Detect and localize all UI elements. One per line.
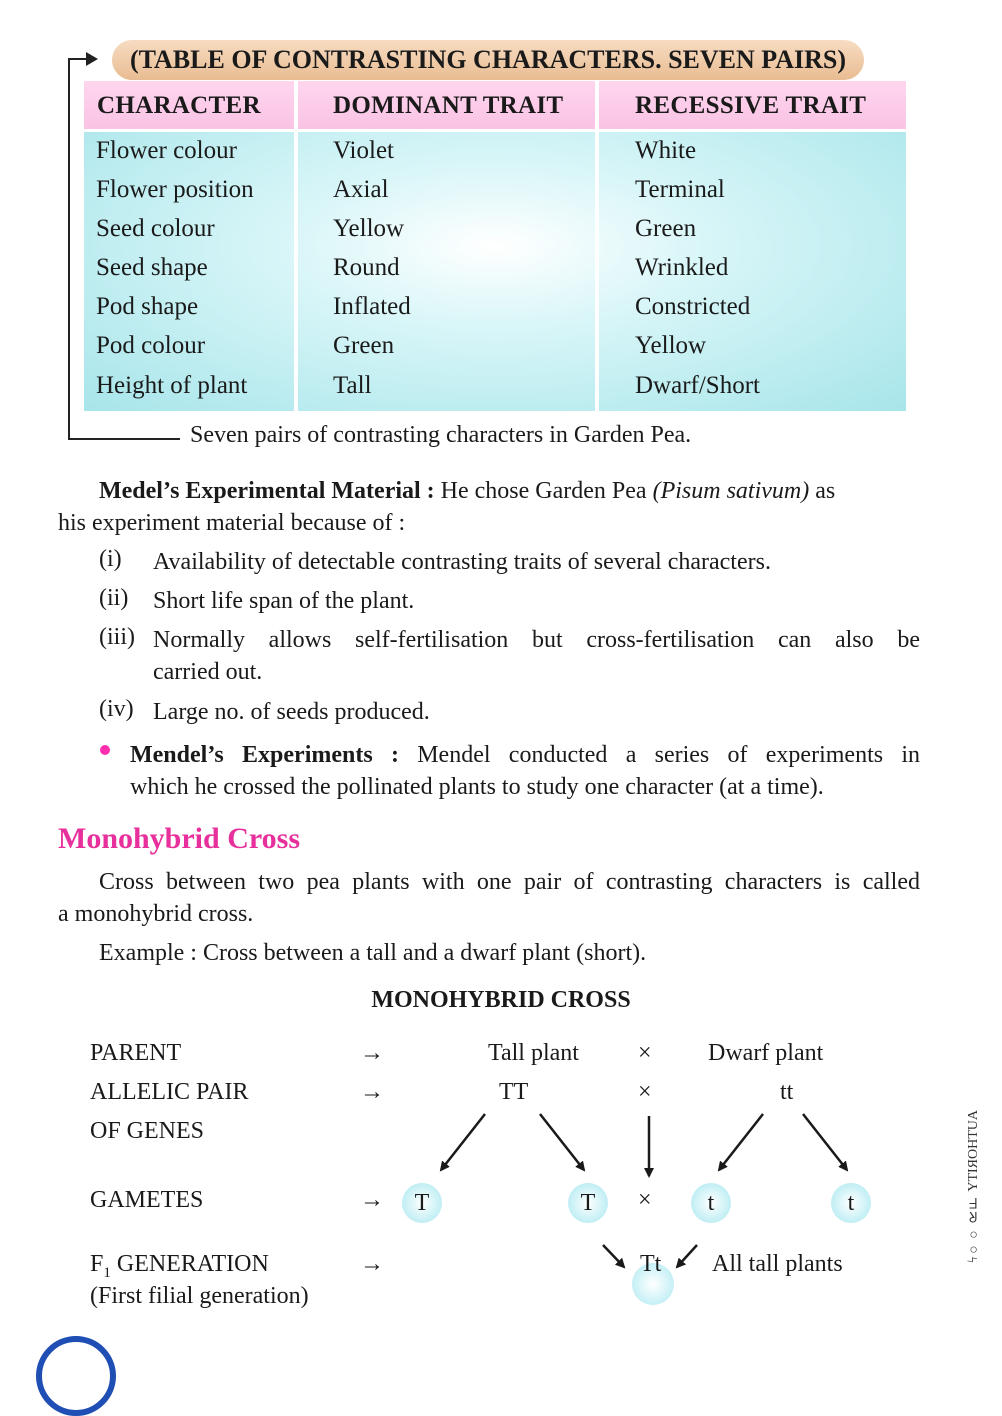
table-cell: Yellow (635, 332, 707, 359)
list-label: (iv) (99, 696, 134, 722)
table-cell: Seed colour (96, 215, 215, 242)
list-item: Normally allows self-fertilisation but cross-fertilisation can also be (153, 627, 920, 653)
example-text: Example : Cross between a tall and a dwarf plant (short). (99, 940, 647, 966)
material-paragraph: Medel’s Experimental Material : He chose Garden Pea (Pisum sativum) as (99, 478, 836, 504)
table-cell: Seed shape (96, 254, 208, 281)
table-cell: Axial (333, 176, 389, 203)
table-cell: Constricted (635, 293, 751, 320)
table-cell: Pod shape (96, 293, 199, 320)
arrow-line (803, 1114, 847, 1170)
experiments-paragraph-line2: which he crossed the pollinated plants to study one character (at a time). (130, 774, 824, 800)
diagram-title: MONOHYBRID CROSS (371, 987, 631, 1013)
parent-dwarf: Dwarf plant (708, 1040, 824, 1066)
table-cell: Terminal (635, 176, 725, 203)
label-first-filial: (First filial generation) (90, 1283, 309, 1309)
label-gametes: GAMETES (90, 1187, 204, 1213)
list-item-continued: carried out. (153, 659, 263, 685)
parent-tall: Tall plant (488, 1040, 579, 1066)
label-of-genes: OF GENES (90, 1118, 205, 1144)
section-title: Monohybrid Cross (58, 822, 300, 855)
table-cell: Pod colour (96, 332, 206, 359)
material-paragraph-line2: his experiment material because of : (58, 510, 406, 536)
material-heading: Medel’s Experimental Material : (99, 478, 435, 504)
label-parent: PARENT (90, 1040, 182, 1066)
species-name: (Pisum sativum) (652, 478, 810, 504)
table-cell: Flower colour (96, 137, 237, 164)
arrow-line (677, 1245, 697, 1267)
cross-symbol: × (638, 1079, 652, 1105)
definition-paragraph-line2: a monohybrid cross. (58, 901, 254, 927)
gamete-circle: t (691, 1183, 731, 1223)
header-recessive: RECESSIVE TRAIT (635, 92, 867, 119)
arrow-line (540, 1114, 584, 1170)
header-dominant: DOMINANT TRAIT (333, 92, 564, 119)
gamete-circle: T (568, 1183, 608, 1223)
list-label: (iii) (99, 624, 135, 650)
arrow-line (441, 1114, 485, 1170)
table-cell: Dwarf/Short (635, 372, 760, 399)
table-cell: Round (333, 254, 400, 281)
label-f1-generation: $F_1$ GENERATION (90, 1251, 269, 1281)
right-arrow-icon: → (360, 1040, 384, 1066)
table-cell: Flower position (96, 176, 254, 203)
gamete-circle: t (831, 1183, 871, 1223)
logo-icon (36, 1336, 116, 1416)
cross-symbol: × (638, 1040, 652, 1066)
f1-result: All tall plants (712, 1251, 843, 1277)
genotype-tall: TT (499, 1079, 529, 1105)
right-arrow-icon: → (360, 1251, 384, 1277)
table-cell: Height of plant (96, 372, 248, 399)
table-cell: Tall (333, 372, 372, 399)
list-item: Availability of detectable contrasting traits of several characters. (153, 549, 771, 575)
table-title: (TABLE OF CONTRASTING CHARACTERS. SEVEN PAIRS) (112, 40, 864, 80)
margin-mark: ϟ○○ ᖇᖴ ΥTIЯOHTUA (966, 1110, 981, 1263)
list-item: Short life span of the plant. (153, 588, 415, 614)
list-label: (i) (99, 546, 122, 572)
arrow-line (719, 1114, 763, 1170)
f1-genotype: Tt (640, 1251, 662, 1277)
right-arrow-icon: → (360, 1079, 384, 1105)
experiments-paragraph: Mendel’s Experiments : Mendel conducted a series of experiments in (130, 742, 921, 768)
gamete-circle: T (402, 1183, 442, 1223)
table-cell: Inflated (333, 293, 411, 320)
experiments-heading: Mendel’s Experiments : (130, 742, 399, 768)
label-allelic-pair: ALLELIC PAIR (90, 1079, 249, 1105)
header-character: CHARACTER (97, 92, 261, 119)
list-label: (ii) (99, 585, 129, 611)
table-caption: Seven pairs of contrasting characters in Garden Pea. (190, 422, 692, 448)
table-cell: Green (635, 215, 697, 242)
arrow-line (603, 1245, 624, 1267)
table-cell: Violet (333, 137, 394, 164)
table-cell: Wrinkled (635, 254, 729, 281)
table-cell: Green (333, 332, 395, 359)
definition-paragraph: Cross between two pea plants with one pair of contrasting characters is called (99, 869, 920, 895)
cross-symbol: × (638, 1187, 652, 1213)
right-arrow-icon: → (360, 1187, 384, 1213)
table-cell: White (635, 137, 697, 164)
genotype-dwarf: tt (780, 1079, 794, 1105)
table-cell: Yellow (333, 215, 405, 242)
list-item: Large no. of seeds produced. (153, 699, 430, 725)
